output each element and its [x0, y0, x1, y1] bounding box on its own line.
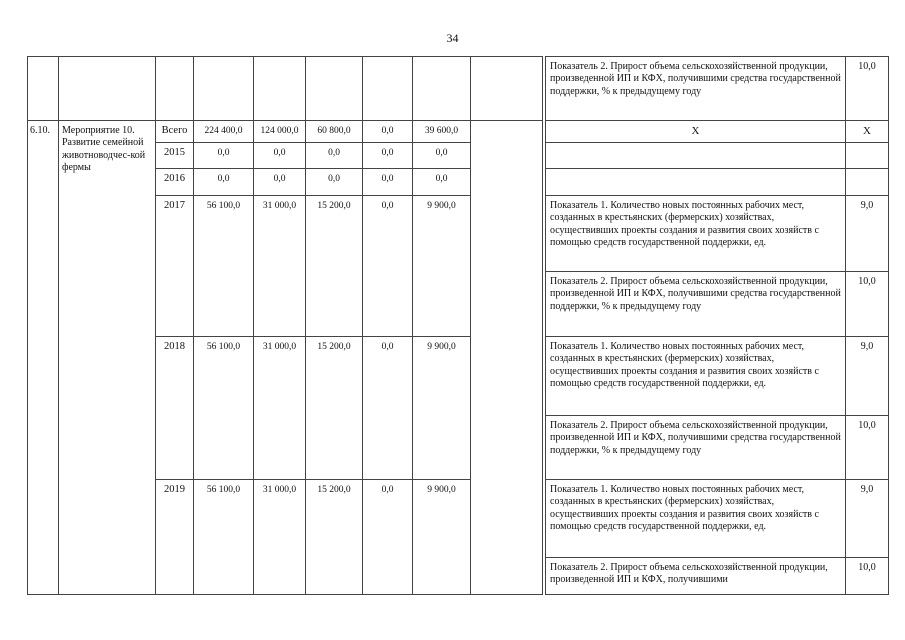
- amount-cell: [254, 57, 306, 121]
- indicator-cell: Х: [546, 121, 846, 143]
- amount-cell: 0,0: [194, 169, 254, 196]
- amount-cell: 0,0: [306, 169, 363, 196]
- amount-cell: [413, 57, 471, 121]
- name-cell: [59, 57, 156, 121]
- table-row: [28, 337, 889, 416]
- measure-name: Мероприятие 10. Развитие семейной животноводчес-кой фермы: [59, 121, 156, 595]
- amount-cell: 56 100,0: [194, 337, 254, 480]
- year-cell: 2016: [156, 169, 194, 196]
- amount-cell: 15 200,0: [306, 196, 363, 337]
- amount-cell: 9 900,0: [413, 196, 471, 337]
- table-row: [28, 143, 889, 169]
- amount-cell: 31 000,0: [254, 196, 306, 337]
- indicator-cell: Показатель 1. Количество новых постоянных рабочих мест, созданных в крестьянских (фермерских) хозяйствах, осуществивших проекты создания и развития своих хозяйств с помощью средств государственной поддержки, ед.: [546, 337, 846, 416]
- amount-cell: 15 200,0: [306, 337, 363, 480]
- indicator-value: Х: [846, 121, 889, 143]
- program-measures-table: [27, 56, 889, 595]
- indicator-cell: Показатель 1. Количество новых постоянных рабочих мест, созданных в крестьянских (фермерских) хозяйствах, осуществивших проекты создания и развития своих хозяйств с помощью средств государственной поддержки, ед.: [546, 480, 846, 558]
- year-cell: [156, 57, 194, 121]
- indicator-cell: Показатель 2. Прирост объема сельскохозяйственной продукции, произведенной ИП и КФХ, получившими средства государственной поддержки, % к предыдущему году: [546, 57, 846, 121]
- table-row-total: [28, 121, 889, 143]
- indicator-cell: Показатель 1. Количество новых постоянных рабочих мест, созданных в крестьянских (фермерских) хозяйствах, осуществивших проекты создания и развития своих хозяйств с помощью средств государственной поддержки, ед.: [546, 196, 846, 272]
- indicator-value: 10,0: [846, 416, 889, 480]
- amount-cell: 0,0: [413, 143, 471, 169]
- amount-cell: 9 900,0: [413, 480, 471, 595]
- amount-cell: [194, 57, 254, 121]
- table-row: [28, 196, 889, 272]
- indicator-value: [846, 169, 889, 196]
- table-row: [28, 480, 889, 558]
- amount-cell: 0,0: [254, 169, 306, 196]
- year-cell: 2017: [156, 196, 194, 337]
- amount-cell: 0,0: [363, 480, 413, 595]
- indicator-value: 10,0: [846, 558, 889, 595]
- amount-cell: 0,0: [363, 337, 413, 480]
- amount-cell: 124 000,0: [254, 121, 306, 143]
- indicator-cell: [546, 143, 846, 169]
- indicator-value: 10,0: [846, 272, 889, 337]
- empty-cell: [471, 57, 543, 121]
- code-cell: [28, 57, 59, 121]
- amount-cell: 0,0: [363, 196, 413, 337]
- empty-cell: [471, 121, 543, 595]
- amount-cell: 0,0: [363, 169, 413, 196]
- amount-cell: 56 100,0: [194, 480, 254, 595]
- indicator-value: 9,0: [846, 337, 889, 416]
- page-number: 34: [446, 31, 459, 45]
- amount-cell: 56 100,0: [194, 196, 254, 337]
- amount-cell: 0,0: [254, 143, 306, 169]
- table-row: [28, 169, 889, 196]
- year-cell: 2018: [156, 337, 194, 480]
- indicator-cell: [546, 169, 846, 196]
- indicator-value: [846, 143, 889, 169]
- amount-cell: [363, 57, 413, 121]
- amount-cell: 31 000,0: [254, 480, 306, 595]
- year-cell: 2015: [156, 143, 194, 169]
- amount-cell: 39 600,0: [413, 121, 471, 143]
- amount-cell: 0,0: [306, 143, 363, 169]
- indicator-cell: Показатель 2. Прирост объема сельскохозяйственной продукции, произведенной ИП и КФХ, получившими: [546, 558, 846, 595]
- year-cell: 2019: [156, 480, 194, 595]
- amount-cell: 0,0: [363, 121, 413, 143]
- indicator-cell: Показатель 2. Прирост объема сельскохозяйственной продукции, произведенной ИП и КФХ, получившими средства государственной поддержки, % к предыдущему году: [546, 272, 846, 337]
- amount-cell: 224 400,0: [194, 121, 254, 143]
- amount-cell: 15 200,0: [306, 480, 363, 595]
- amount-cell: 31 000,0: [254, 337, 306, 480]
- amount-cell: 60 800,0: [306, 121, 363, 143]
- amount-cell: 9 900,0: [413, 337, 471, 480]
- measure-code: 6.10.: [28, 121, 59, 595]
- continued-row: [28, 57, 889, 121]
- amount-cell: 0,0: [363, 143, 413, 169]
- indicator-value: 9,0: [846, 480, 889, 558]
- indicator-value: 10,0: [846, 57, 889, 121]
- indicator-value: 9,0: [846, 196, 889, 272]
- indicator-cell: Показатель 2. Прирост объема сельскохозяйственной продукции, произведенной ИП и КФХ, получившими средства государственной поддержки, % к предыдущему году: [546, 416, 846, 480]
- amount-cell: 0,0: [194, 143, 254, 169]
- amount-cell: [306, 57, 363, 121]
- year-cell: Всего: [156, 121, 194, 143]
- amount-cell: 0,0: [413, 169, 471, 196]
